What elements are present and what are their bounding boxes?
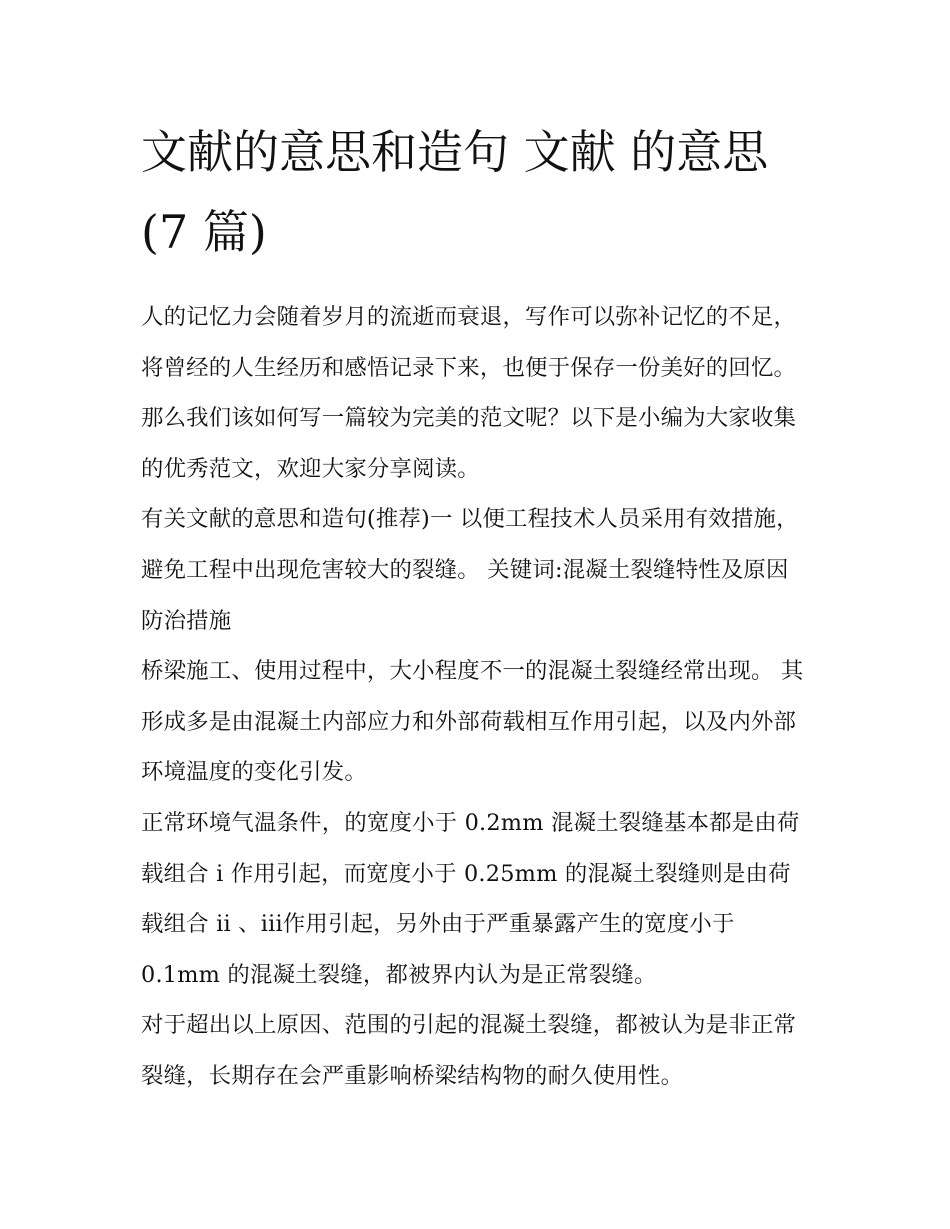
paragraph-keywords: 有关文献的意思和造句(推荐)一 以便工程技术人员采用有效措施，避免工程中出现危害较大的裂缝。 关键词:混凝土裂缝特性及原因 防治措施: [141, 506, 799, 634]
paragraph-abnormal-cracks: 对于超出以上原因、范围的引起的混凝土裂缝，都被认为是非正常裂缝，长期存在会严重影响桥梁结构物的耐久使用性。: [141, 1012, 797, 1089]
document-body: [141, 112, 813, 1102]
paragraph-bridge-cracks: 桥梁施工、使用过程中，大小程度不一的混凝土裂缝经常出现。 其形成多是由混凝土内部应力和外部荷载相互作用引起，以及内外部环境温度的变化引发。: [141, 658, 804, 786]
paragraph-normal-cracks: 正常环境气温条件，的宽度小于 0.2mm 混凝土裂缝基本都是由荷载组合 i 作用引起，而宽度小于 0.25mm 的混凝土裂缝则是由荷载组合 ii 、iii作用引起，另外由于严重暴露产生的宽度小于 0.1mm 的混凝土裂缝，都被界内认为是正常裂缝。: [141, 809, 800, 988]
paragraph-intro: 人的记忆力会随着岁月的流逝而衰退，写作可以弥补记忆的不足，将曾经的人生经历和感悟记录下来，也便于保存一份美好的回忆。那么我们该如何写一篇较为完美的范文呢？以下是小编为大家收集的优秀范文，欢迎大家分享阅读。: [141, 304, 797, 482]
document-title: 文献的意思和造句 文献 的意思(7 篇): [141, 125, 769, 259]
